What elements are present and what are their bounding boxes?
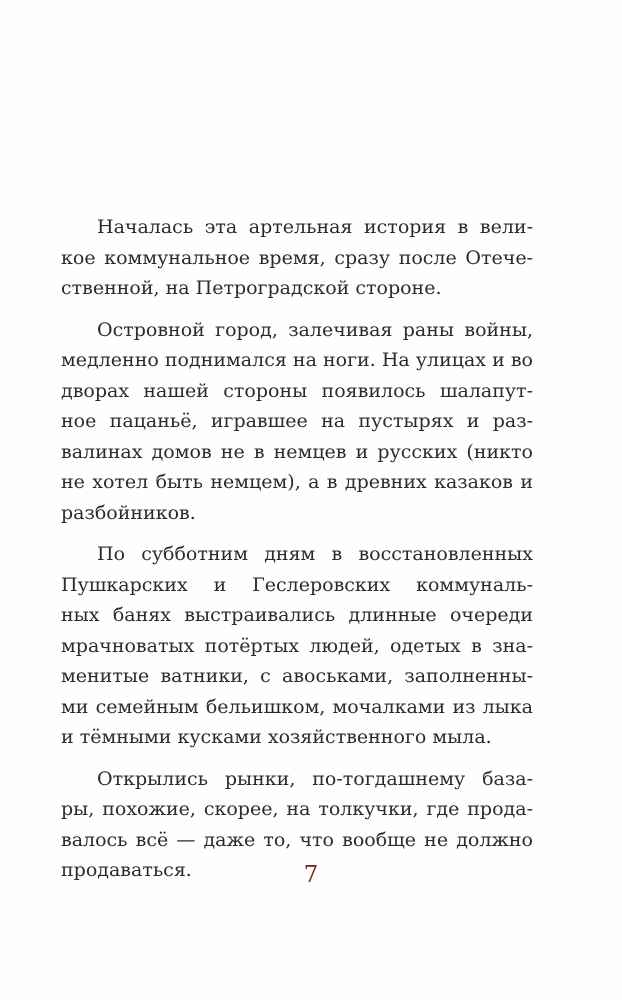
text-line: Островной город, залечивая раны войны, bbox=[97, 318, 533, 341]
text-line: Открылись рынки, по-тогдашнему база- bbox=[97, 767, 533, 790]
text-line: медленно поднимался на ноги. На улицах и во bbox=[61, 349, 533, 371]
text-line: мрачноватых потёртых людей, одетых в зна- bbox=[61, 634, 533, 657]
text-line: кое коммунальное время, сразу после Отече- bbox=[61, 246, 533, 269]
page-number: 7 bbox=[303, 862, 319, 888]
text-line: разбойников. bbox=[61, 501, 196, 524]
text-line: валось всё — даже то, что вообще не должно bbox=[61, 828, 533, 851]
text-line: ных банях выстраивались длинные очереди bbox=[61, 604, 533, 626]
paragraph-2 bbox=[61, 315, 533, 529]
text-line: Пушкарских и Геслеровских коммуналь- bbox=[61, 573, 533, 596]
text-line: продаваться. bbox=[61, 859, 192, 881]
text-line: ми семейным бельишком, мочалками из лыка bbox=[61, 695, 533, 718]
text-line: ры, похожие, скорее, на толкучки, где прода- bbox=[61, 798, 533, 820]
paragraph-3 bbox=[61, 539, 533, 753]
paragraph-1 bbox=[61, 212, 533, 304]
text-line: ственной, на Петроградской стороне. bbox=[61, 277, 442, 299]
text-line: По субботним дням в восстановленных bbox=[97, 543, 533, 565]
text-line: менитые ватники, с авоськами, заполненны- bbox=[61, 665, 533, 687]
text-line: ное пацаньё, игравшее на пустырях и раз- bbox=[61, 410, 533, 432]
text-line: не хотел быть немцем), а в древних казаков и bbox=[61, 471, 533, 493]
text-line: Началась эта артельная история в вели- bbox=[97, 216, 533, 238]
text-line: дворах нашей стороны появилось шалапут- bbox=[61, 379, 533, 402]
text-line: валинах домов не в немцев и русских (никто bbox=[61, 440, 533, 463]
body-text bbox=[61, 212, 533, 886]
text-line: и тёмными кусками хозяйственного мыла. bbox=[61, 726, 492, 748]
